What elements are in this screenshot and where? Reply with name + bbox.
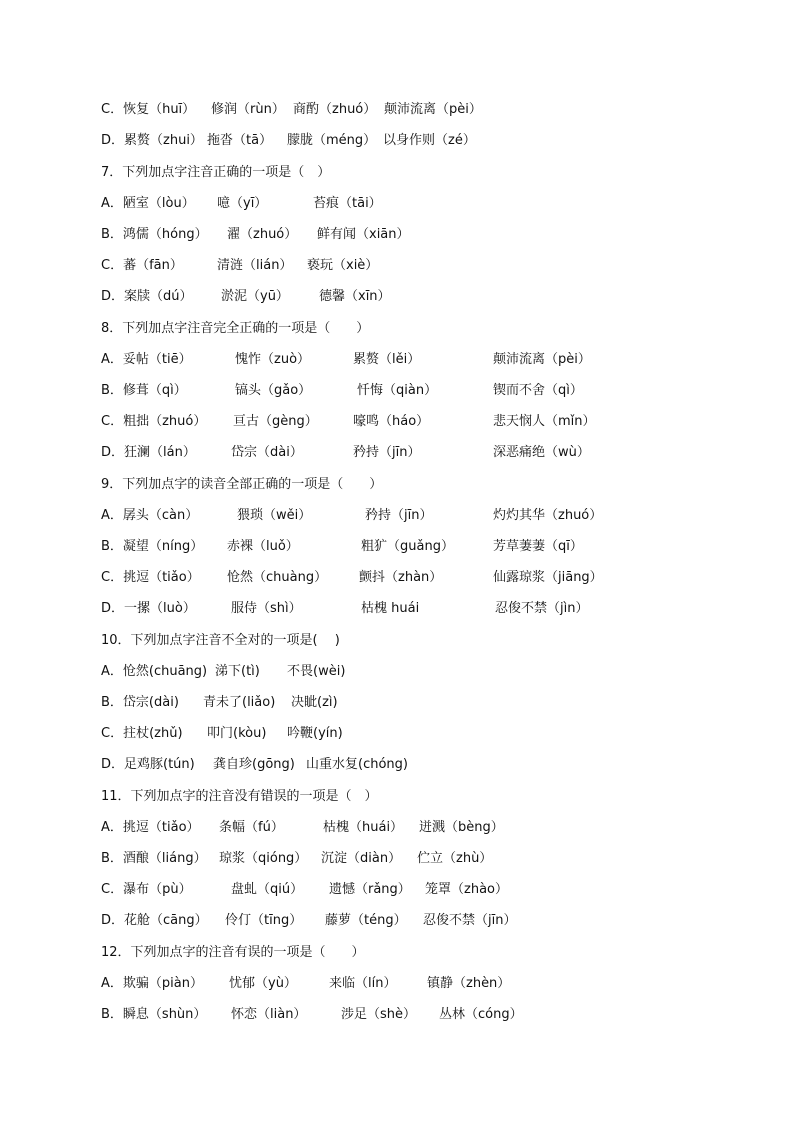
option-term: 忧郁（yù）: [229, 976, 297, 991]
option-term: 镇静（zhèn）: [427, 976, 511, 991]
option-term: 不畏(wèi): [287, 664, 346, 679]
option-label-term: D．花舱（cāng）: [101, 913, 208, 928]
option-label-term: A．妥帖（tiē）: [101, 352, 192, 367]
option-term: 苔痕（tāi）: [313, 196, 382, 211]
option-term: 镐头（gǎo）: [235, 383, 312, 398]
option-term: 愧怍（zuò）: [235, 352, 311, 367]
option-label-term: D．一摞（luò）: [101, 601, 196, 616]
option-term: 伶仃（tīng）: [225, 913, 303, 928]
option-term: 濯（zhuó）: [227, 227, 298, 242]
question-text: 8．下列加点字注音完全正确的一项是（ ）: [101, 321, 370, 336]
option-term: 条幅（fú）: [219, 820, 284, 835]
option-label-term: A．怆然(chuāng): [101, 664, 208, 679]
option-term: 迸溅（bèng）: [419, 820, 504, 835]
option-label-term: C．拄杖(zhǔ): [101, 726, 183, 741]
option-label-term: D．狂澜（lán）: [101, 445, 196, 460]
option-term: 颠沛流离（pèi）: [384, 102, 482, 117]
option-term: 德馨（xīn）: [319, 289, 391, 304]
option-term: 枯槐 huái: [361, 601, 420, 616]
option-label-term: C．蕃（fān）: [101, 258, 183, 273]
option-label-term: B．鸿儒（hóng）: [101, 227, 208, 242]
option-term: 涉足（shè）: [341, 1007, 417, 1022]
option-term: 岱宗（dài）: [231, 445, 303, 460]
option-term: 颠沛流离（pèi）: [493, 352, 591, 367]
option-term: 丛林（cóng）: [439, 1007, 523, 1022]
option-term: 累赘（lěi）: [353, 352, 421, 367]
option-term: 吟鞭(yín): [287, 726, 343, 741]
option-term: 来临（lín）: [329, 976, 397, 991]
option-term: 锲而不舍（qì）: [493, 383, 583, 398]
option-term: 灼灼其华（zhuó）: [493, 508, 603, 523]
option-term: 遗憾（rǎng）: [329, 882, 411, 897]
option-term: 琼浆（qióng）: [219, 851, 308, 866]
option-label-term: D．足鸡豚(tún): [101, 757, 195, 772]
option-term: 怆然（chuàng）: [227, 570, 328, 585]
option-term: 叩门(kòu): [207, 726, 267, 741]
option-label-term: D．累赘（zhui）: [101, 133, 203, 148]
option-term: 清涟（lián）: [217, 258, 293, 273]
option-term: 枯槐（huái）: [323, 820, 404, 835]
option-term: 山重水复(chóng): [306, 757, 408, 772]
option-label-term: C．粗拙（zhuó）: [101, 414, 207, 429]
question-text: 11．下列加点字的注音没有错误的一项是（ ）: [101, 789, 378, 804]
option-term: 怀恋（liàn）: [231, 1007, 307, 1022]
option-label-term: D．案牍（dú）: [101, 289, 193, 304]
option-term: 淤泥（yū）: [221, 289, 289, 304]
option-term: 以身作则（zé）: [383, 133, 476, 148]
option-term: 青未了(liǎo): [203, 695, 276, 710]
option-term: 亘古（gèng）: [233, 414, 318, 429]
option-label-term: B．瞬息（shùn）: [101, 1007, 207, 1022]
option-term: 悲天悯人（mǐn）: [493, 414, 596, 429]
option-term: 鲜有闻（xiān）: [317, 227, 410, 242]
option-term: 仙露琼浆（jiāng）: [493, 570, 603, 585]
option-term: 矜持（jīn）: [365, 508, 433, 523]
option-label-term: C．恢复（huī）: [101, 102, 196, 117]
option-label-term: A．孱头（càn）: [101, 508, 199, 523]
option-term: 深恶痛绝（wù）: [493, 445, 590, 460]
option-term: 嚎鸣（háo）: [353, 414, 430, 429]
option-label-term: A．陋室（lòu）: [101, 196, 195, 211]
option-term: 藤萝（téng）: [325, 913, 407, 928]
option-term: 决眦(zì): [291, 695, 338, 710]
option-term: 伫立（zhù）: [417, 851, 493, 866]
option-term: 芳草萋萋（qī）: [493, 539, 583, 554]
option-term: 噫（yī）: [217, 196, 268, 211]
question-text: 9．下列加点字的读音全部正确的一项是（ ）: [101, 477, 383, 492]
option-label-term: B．凝望（níng）: [101, 539, 204, 554]
option-term: 矜持（jīn）: [353, 445, 421, 460]
option-term: 颤抖（zhàn）: [359, 570, 443, 585]
option-term: 商酌（zhuó）: [293, 102, 377, 117]
option-term: 亵玩（xiè）: [307, 258, 379, 273]
question-text: 7．下列加点字注音正确的一项是（ ）: [101, 165, 331, 180]
option-term: 忍俊不禁（jīn）: [423, 913, 517, 928]
option-term: 笼罩（zhào）: [425, 882, 508, 897]
option-label-term: B．岱宗(dài): [101, 695, 179, 710]
option-term: 服侍（shì）: [231, 601, 302, 616]
option-term: 猥琐（wěi）: [237, 508, 312, 523]
question-text: 10．下列加点字注音不全对的一项是( ): [101, 633, 340, 648]
option-label-term: A．挑逗（tiǎo）: [101, 820, 200, 835]
option-label-term: C．挑逗（tiǎo）: [101, 570, 200, 585]
option-term: 龚自珍(gōng): [213, 757, 295, 772]
option-label-term: B．修葺（qì）: [101, 383, 187, 398]
option-term: 沉淀（diàn）: [321, 851, 402, 866]
option-term: 忏悔（qiàn）: [357, 383, 438, 398]
option-label-term: A．欺骗（piàn）: [101, 976, 203, 991]
option-term: 忍俊不禁（jìn）: [495, 601, 589, 616]
option-term: 赤裸（luǒ）: [227, 539, 299, 554]
option-term: 涕下(tì): [215, 664, 260, 679]
option-term: 盘虬（qiú）: [231, 882, 304, 897]
option-label-term: B．酒酿（liáng）: [101, 851, 207, 866]
option-term: 拖沓（tā）: [207, 133, 273, 148]
question-text: 12．下列加点字的注音有误的一项是（ ）: [101, 945, 365, 960]
option-term: 粗犷（guǎng）: [361, 539, 454, 554]
option-term: 朦胧（méng）: [287, 133, 377, 148]
option-label-term: C．瀑布（pù）: [101, 882, 192, 897]
option-term: 修润（rùn）: [211, 102, 285, 117]
